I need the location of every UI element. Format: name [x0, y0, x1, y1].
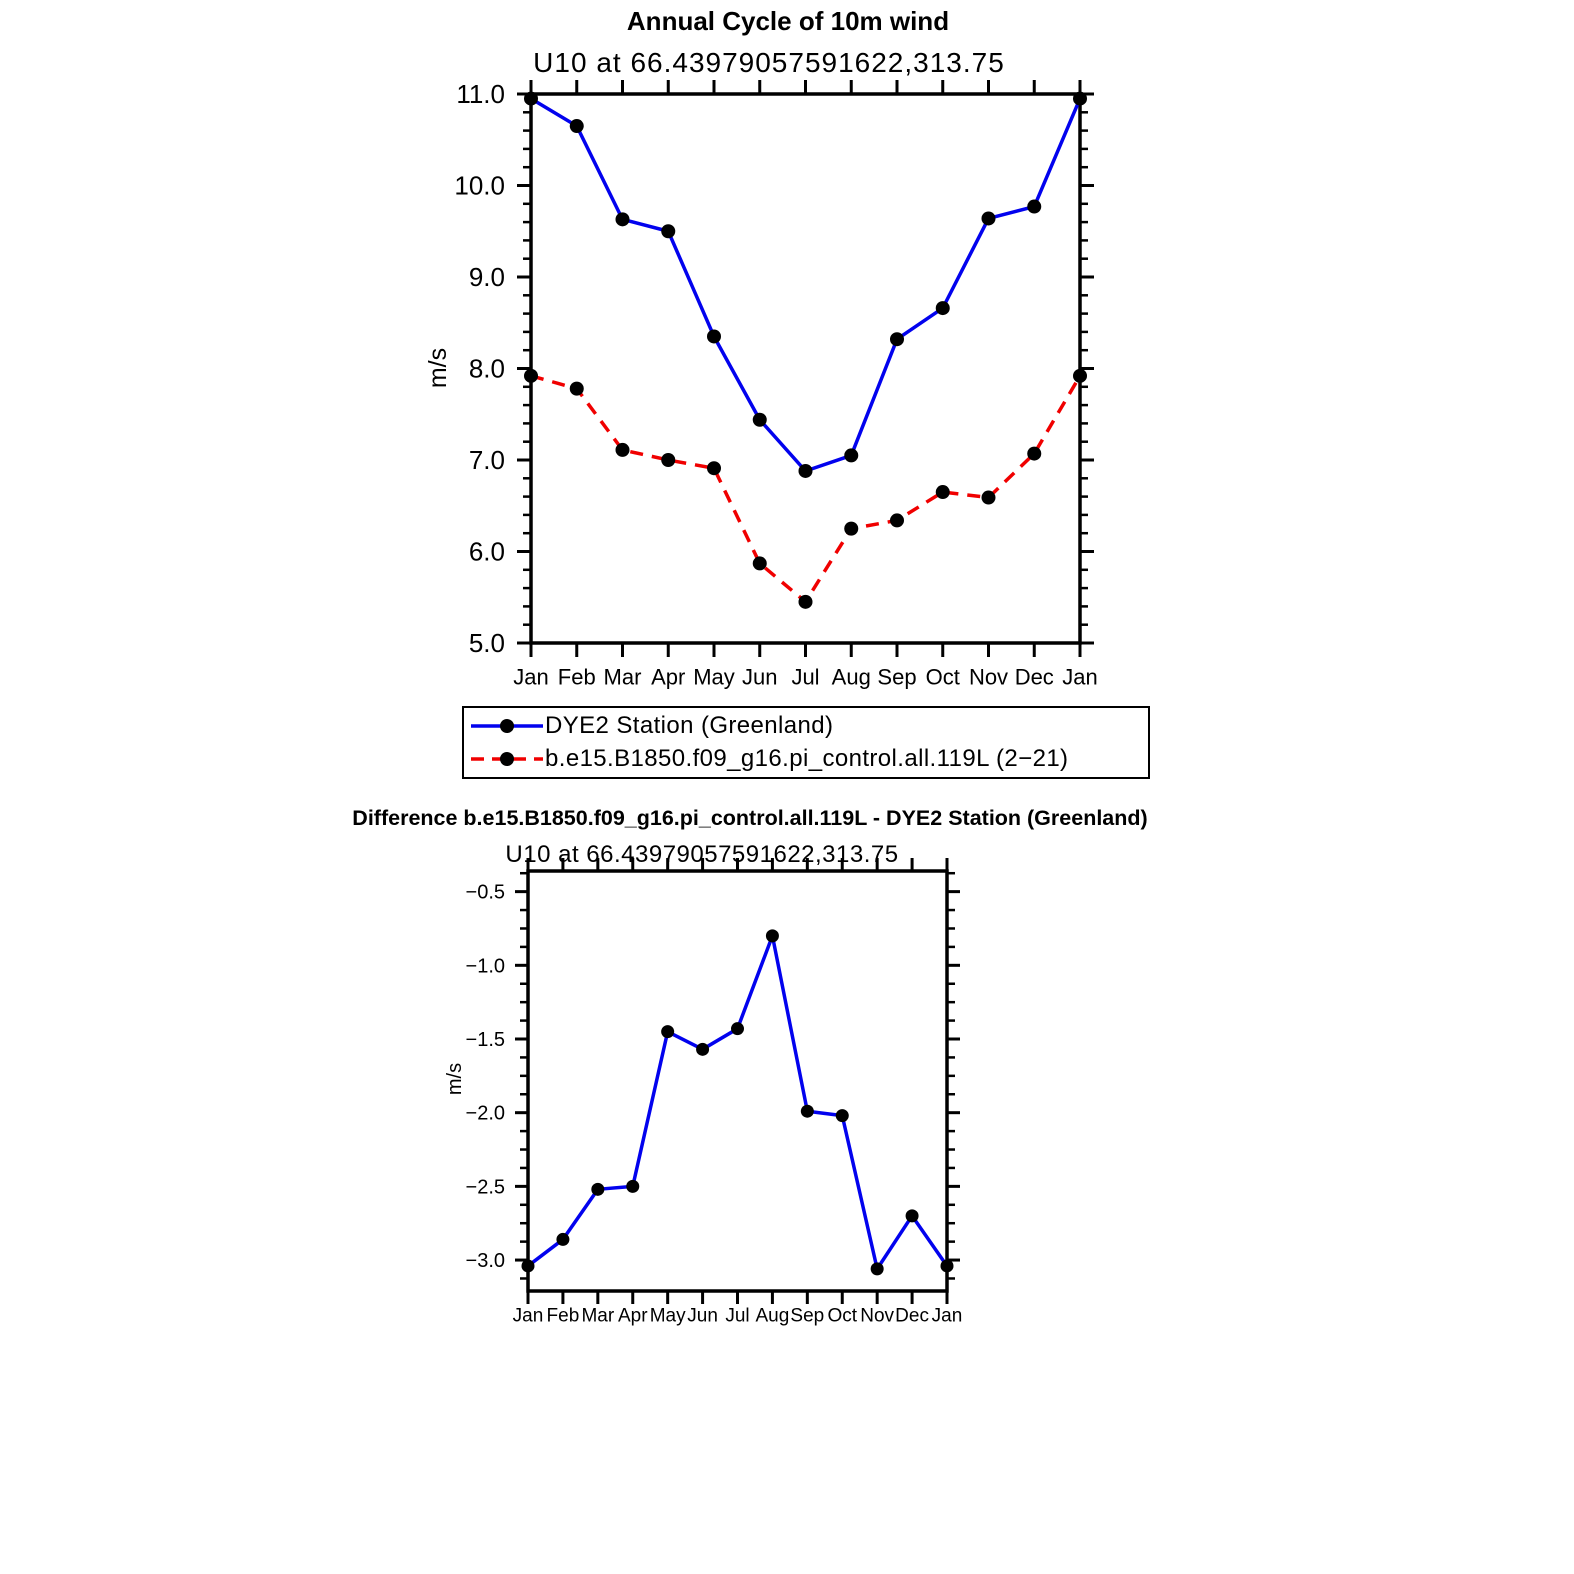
- top-chart-series-marker-0: [524, 92, 538, 106]
- difference-chart-month-label: Nov: [860, 1305, 895, 1327]
- difference-chart-series-marker-0: [661, 1025, 674, 1038]
- difference-chart-month-label: Jan: [931, 1305, 963, 1327]
- difference-chart-series-line-0: [528, 936, 947, 1269]
- top-chart-month-label: Jul: [791, 664, 820, 690]
- top-chart-series-marker-1: [890, 513, 904, 527]
- difference-chart-series-marker-0: [941, 1259, 954, 1272]
- top-chart-month-label: Sep: [877, 664, 917, 690]
- difference-chart-y-axis-label: m/s: [444, 1062, 466, 1096]
- difference-chart-series-marker-0: [871, 1262, 884, 1275]
- top-chart-series-marker-1: [1027, 447, 1041, 461]
- legend-line-sample-dashed: [469, 750, 545, 768]
- top-chart-series-marker-1: [616, 443, 630, 457]
- top-chart-series-line-0: [531, 99, 1080, 471]
- top-chart-month-label: Apr: [651, 664, 686, 690]
- difference-chart-series-marker-0: [556, 1233, 569, 1246]
- difference-chart-y-tick-label: −1.5: [465, 1029, 505, 1051]
- top-chart-series-marker-1: [570, 382, 584, 396]
- difference-chart-axis-frame: [528, 871, 947, 1291]
- top-chart-axis-frame: [531, 94, 1080, 643]
- top-chart-y-tick-label: 11.0: [456, 79, 505, 110]
- top-chart-series-marker-1: [661, 453, 675, 467]
- top-chart-series-marker-1: [799, 595, 813, 609]
- difference-chart-y-tick-label: −2.5: [465, 1176, 505, 1199]
- top-chart-y-tick-label: 7.0: [468, 445, 505, 476]
- top-chart-series-marker-0: [707, 329, 721, 343]
- top-chart-y-tick-label: 6.0: [468, 536, 505, 567]
- difference-chart-month-label: Dec: [895, 1305, 929, 1327]
- difference-chart-series-marker-0: [696, 1043, 709, 1056]
- top-chart-series-marker-1: [524, 369, 538, 383]
- top-chart-series-marker-1: [936, 485, 950, 499]
- difference-chart-y-tick-label: −1.0: [465, 955, 505, 978]
- top-chart-y-tick-label: 5.0: [468, 628, 505, 659]
- difference-chart-series-marker-0: [731, 1022, 744, 1035]
- top-chart-month-label: Mar: [603, 664, 642, 690]
- top-chart-series-marker-0: [1073, 92, 1087, 106]
- difference-chart-y-tick-label: −3.0: [465, 1250, 505, 1273]
- top-chart-series-line-1: [531, 376, 1080, 602]
- top-chart-group: [454, 79, 1097, 690]
- top-chart-series-marker-0: [570, 119, 584, 133]
- top-chart-series-marker-1: [844, 522, 858, 536]
- legend-line-sample-solid: [469, 717, 545, 735]
- top-chart-month-label: Oct: [925, 664, 960, 690]
- difference-chart-series-marker-0: [522, 1259, 535, 1272]
- top-chart-y-tick-label: 9.0: [468, 262, 505, 293]
- difference-chart-series-marker-0: [591, 1183, 604, 1196]
- top-chart-series-marker-1: [1073, 369, 1087, 383]
- top-chart-series-marker-0: [661, 224, 675, 238]
- top-chart-series-marker-0: [799, 464, 813, 478]
- top-chart-subtitle: U10 at 66.43979057591622,313.75: [533, 47, 1005, 78]
- top-chart-series-marker-0: [844, 448, 858, 462]
- difference-chart-y-tick-label: −0.5: [465, 881, 505, 904]
- top-chart-series-marker-1: [753, 556, 767, 570]
- legend-item-model-control: [469, 743, 1148, 775]
- difference-chart-month-label: Jan: [512, 1305, 544, 1327]
- top-chart-series-marker-0: [982, 211, 996, 225]
- difference-chart-group: [466, 858, 963, 1327]
- difference-chart-month-label: Aug: [755, 1305, 790, 1327]
- top-chart-month-label: Jun: [742, 664, 778, 690]
- top-chart-series-marker-0: [936, 301, 950, 315]
- top-chart-series-marker-1: [982, 491, 996, 505]
- top-chart-month-label: Feb: [557, 664, 596, 690]
- top-chart-month-label: Jan: [513, 664, 549, 690]
- top-chart-series-marker-0: [890, 332, 904, 346]
- top-chart-month-label: Dec: [1014, 664, 1054, 690]
- difference-chart-month-label: Feb: [546, 1305, 580, 1327]
- difference-chart-month-label: Jun: [687, 1305, 718, 1327]
- top-chart-y-tick-label: 10.0: [454, 170, 505, 201]
- top-chart-month-label: Jan: [1062, 664, 1098, 690]
- top-chart-month-label: Aug: [831, 664, 871, 690]
- difference-chart-month-label: Mar: [581, 1305, 615, 1327]
- legend-item-dye2-station: [469, 710, 1148, 742]
- difference-chart-month-label: May: [649, 1305, 686, 1327]
- legend-box: [462, 706, 1150, 779]
- top-chart-y-tick-label: 8.0: [468, 353, 505, 384]
- difference-chart-subtitle: U10 at 66.43979057591622,313.75: [505, 841, 899, 868]
- difference-chart-series-marker-0: [836, 1109, 849, 1122]
- difference-chart-month-label: Oct: [827, 1305, 858, 1327]
- difference-chart-y-tick-label: −2.0: [465, 1102, 505, 1125]
- difference-chart-month-label: Jul: [725, 1305, 750, 1327]
- top-chart-series-marker-1: [707, 461, 721, 475]
- top-chart-series-marker-0: [753, 413, 767, 427]
- top-chart-series-marker-0: [616, 212, 630, 226]
- difference-chart-series-marker-0: [766, 929, 779, 942]
- top-chart-month-label: Nov: [968, 664, 1009, 690]
- top-chart-month-label: May: [693, 664, 735, 690]
- difference-chart-series-marker-0: [801, 1105, 814, 1118]
- difference-chart-series-marker-0: [906, 1209, 919, 1222]
- difference-chart-series-marker-0: [626, 1180, 639, 1193]
- difference-chart-month-label: Sep: [790, 1305, 825, 1327]
- difference-chart-month-label: Apr: [617, 1305, 648, 1327]
- top-chart-y-axis-label: m/s: [424, 347, 452, 389]
- legend-label-model-control: b.e15.B1850.f09_g16.pi_control.all.119L (2−21): [545, 745, 1069, 773]
- legend-label-dye2-station: DYE2 Station (Greenland): [545, 711, 834, 739]
- top-chart-series-marker-0: [1027, 200, 1041, 214]
- top-chart-title: Annual Cycle of 10m wind: [626, 6, 950, 36]
- difference-chart-title: Difference b.e15.B1850.f09_g16.pi_control.all.119L - DYE2 Station (Greenland): [352, 806, 1148, 830]
